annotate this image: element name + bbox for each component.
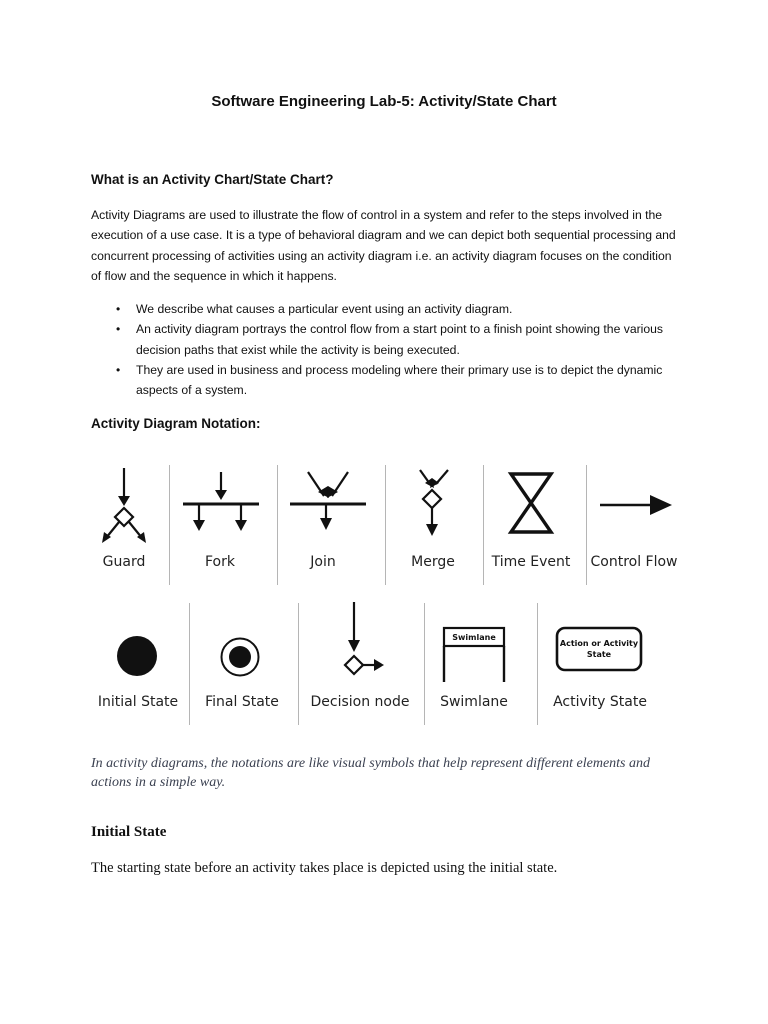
- notation-label-guard: Guard: [102, 554, 146, 570]
- activity-box-text: [557, 638, 641, 660]
- divider: [169, 465, 170, 585]
- notation-label-join: Join: [310, 554, 336, 570]
- join-icon: [288, 470, 368, 534]
- section-heading: What is an Activity Chart/State Chart?: [91, 172, 334, 187]
- guard-icon: [98, 466, 150, 548]
- notation-label-activity-state: Activity State: [553, 694, 647, 710]
- bullet-glyph: •: [116, 322, 121, 337]
- bullet-glyph: •: [116, 362, 121, 377]
- initial-state-text: The starting state before an activity takes place is depicted using the initial state.: [91, 860, 558, 876]
- divider: [277, 465, 278, 585]
- initial-state-heading: Initial State: [91, 824, 167, 840]
- notation-label-final-state: Final State: [205, 694, 279, 710]
- notation-label-decision-node: Decision node: [310, 694, 410, 710]
- bullet-glyph: •: [116, 302, 121, 316]
- bullet-text: An activity diagram portrays the control flow from a start point to a finish point showing the various decision paths that exist while the activity is being executed.: [136, 322, 664, 357]
- list-item: [91, 299, 681, 319]
- merge-icon: [412, 466, 452, 546]
- notation-label-fork: Fork: [205, 554, 235, 570]
- diamond-icon: [336, 600, 388, 682]
- divider: [424, 603, 425, 725]
- swimlane-box-text: Swimlane: [452, 633, 496, 642]
- notation-label-control-flow: Control Flow: [590, 554, 678, 570]
- activity-box-line: State: [586, 650, 612, 659]
- list-item: [91, 360, 681, 401]
- divider: [483, 465, 484, 585]
- notation-caption: In activity diagrams, the notations are like visual symbols that help represent different elements and actions in a simple way.: [91, 756, 650, 790]
- notation-heading: Activity Diagram Notation:: [91, 416, 261, 431]
- filled-circle-icon: [115, 634, 159, 678]
- divider: [298, 603, 299, 725]
- notation-label-merge: Merge: [411, 554, 455, 570]
- divider: [586, 465, 587, 585]
- intro-paragraph: Activity Diagrams are used to illustrate the flow of control in a system and refer to the steps involved in the execution of a use case. It is a type of behavioral diagram and we can depict both sequential processing and concurrent processing of activities using an activity diagram i.e. an activity diagram focuses on the condition of flow and the sequence in which it happens.: [91, 208, 676, 283]
- fork-icon: [181, 470, 261, 534]
- divider: [385, 465, 386, 585]
- divider: [537, 603, 538, 725]
- bullet-list: [91, 299, 681, 400]
- list-item: [91, 319, 681, 360]
- notation-label-swimlane: Swimlane: [440, 694, 508, 710]
- divider: [189, 603, 190, 725]
- bullet-text: We describe what causes a particular event using an activity diagram.: [136, 302, 513, 316]
- hourglass-icon: [505, 470, 557, 536]
- bullet-text: They are used in business and process modeling where their primary use is to depict the dynamic aspects of a system.: [136, 362, 663, 398]
- bullseye-icon: [219, 636, 261, 678]
- notation-label-time-event: Time Event: [491, 554, 571, 570]
- activity-box-line: Action or Activity: [559, 639, 639, 648]
- arrow-right-icon: [598, 490, 674, 520]
- document-title: Software Engineering Lab-5: Activity/State Chart: [211, 93, 557, 110]
- notation-label-initial-state: Initial State: [97, 694, 179, 710]
